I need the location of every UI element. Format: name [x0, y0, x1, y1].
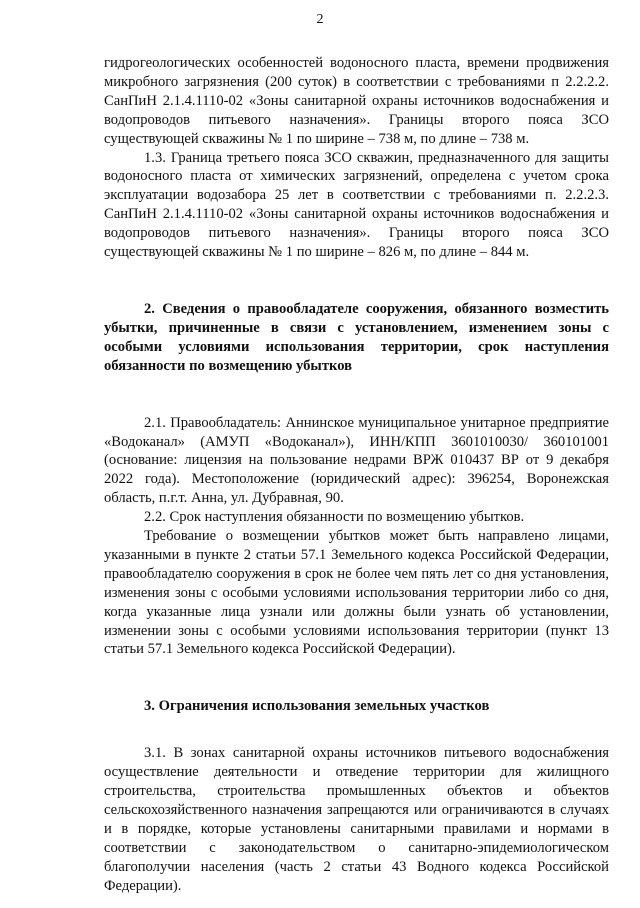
paragraph-2-2: 2.2. Срок наступления обязанности по возмещению убытков. — [144, 509, 525, 526]
section-heading-3: 3. Ограничения использования земельных участков — [144, 698, 490, 715]
paragraph-zso-second-belt-end: гидрогеологических особенностей водоносного пласта, времени продвижения микробного загрязнения (200 суток) в соответствии с требованиями п 2.2.2.2. СанПиН 2.1.4.1110-02 «Зоны санитарной охраны источников водоснабжения и водопроводов питьевого назначения». Границы второго пояса ЗСО существующей скважины № 1 по ширине – 738 м, по длине – 738 м. — [104, 55, 609, 147]
document-body — [104, 54, 609, 896]
paragraph-2-1: 2.1. Правообладатель: Аннинское муниципальное унитарное предприятие «Водоканал» (АМУП «Водоканал»), ИНН/КПП 3601010030/ 360101001 (основание: лицензия на пользование недрами ВРЖ 010437 ВР от 9 декабря 2022 года). Местоположение (юридический адрес): 396254, Воронежская область, п.г.т. Анна, ул. Дубравная, 90. — [104, 414, 609, 507]
paragraph-3-1: 3.1. В зонах санитарной охраны источников питьевого водоснабжения осуществление деятельности и отведение территории для жилищного строительства, строительства промышленных объектов и объектов сельскохозяйственного назначения запрещаются или ограничиваются в случаях и в порядке, которые установлены санитарными правилами и нормами в соответствии с законодательством о санитарно-эпидемиологическом благополучии населения (часть 2 статьи 43 Водного кодекса Российской Федерации). — [104, 745, 609, 894]
page-number: 2 — [316, 12, 324, 27]
paragraph-1-3: 1.3. Граница третьего пояса ЗСО скважин, предназначенного для защиты водоносного пласта от химических загрязнений, определена с учетом срока эксплуатации водозабора 25 лет в соответствии с требованиями п. 2.2.2.3. СанПиН 2.1.4.1110-02 «Зоны санитарной охраны источников водоснабжения и водопроводов питьевого назначения». Границы второго пояса ЗСО существующей скважины № 1 по ширине – 826 м, по длине – 844 м. — [104, 149, 609, 261]
section-heading-2: 2. Сведения о правообладателе сооружения, обязанного возместить убытки, причиненные в связи с установлением, изменением зоны с особыми условиями использования территории, срок наступления обязанности по возмещению убытков — [104, 300, 609, 374]
paragraph-compensation-claim: Требование о возмещении убытков может быть направлено лицами, указанными в пункте 2 статьи 57.1 Земельного кодекса Российской Федерации, правообладателю сооружения в срок не более чем пять лет со дня установления, изменения зоны с особыми условиями использования территории либо со дня, когда указанные лица узнали или должны были узнать об установлении, изменении зоны с особыми условиями использования территории (пункт 13 статьи 57.1 Земельного кодекса Российской Федерации). — [104, 528, 609, 658]
